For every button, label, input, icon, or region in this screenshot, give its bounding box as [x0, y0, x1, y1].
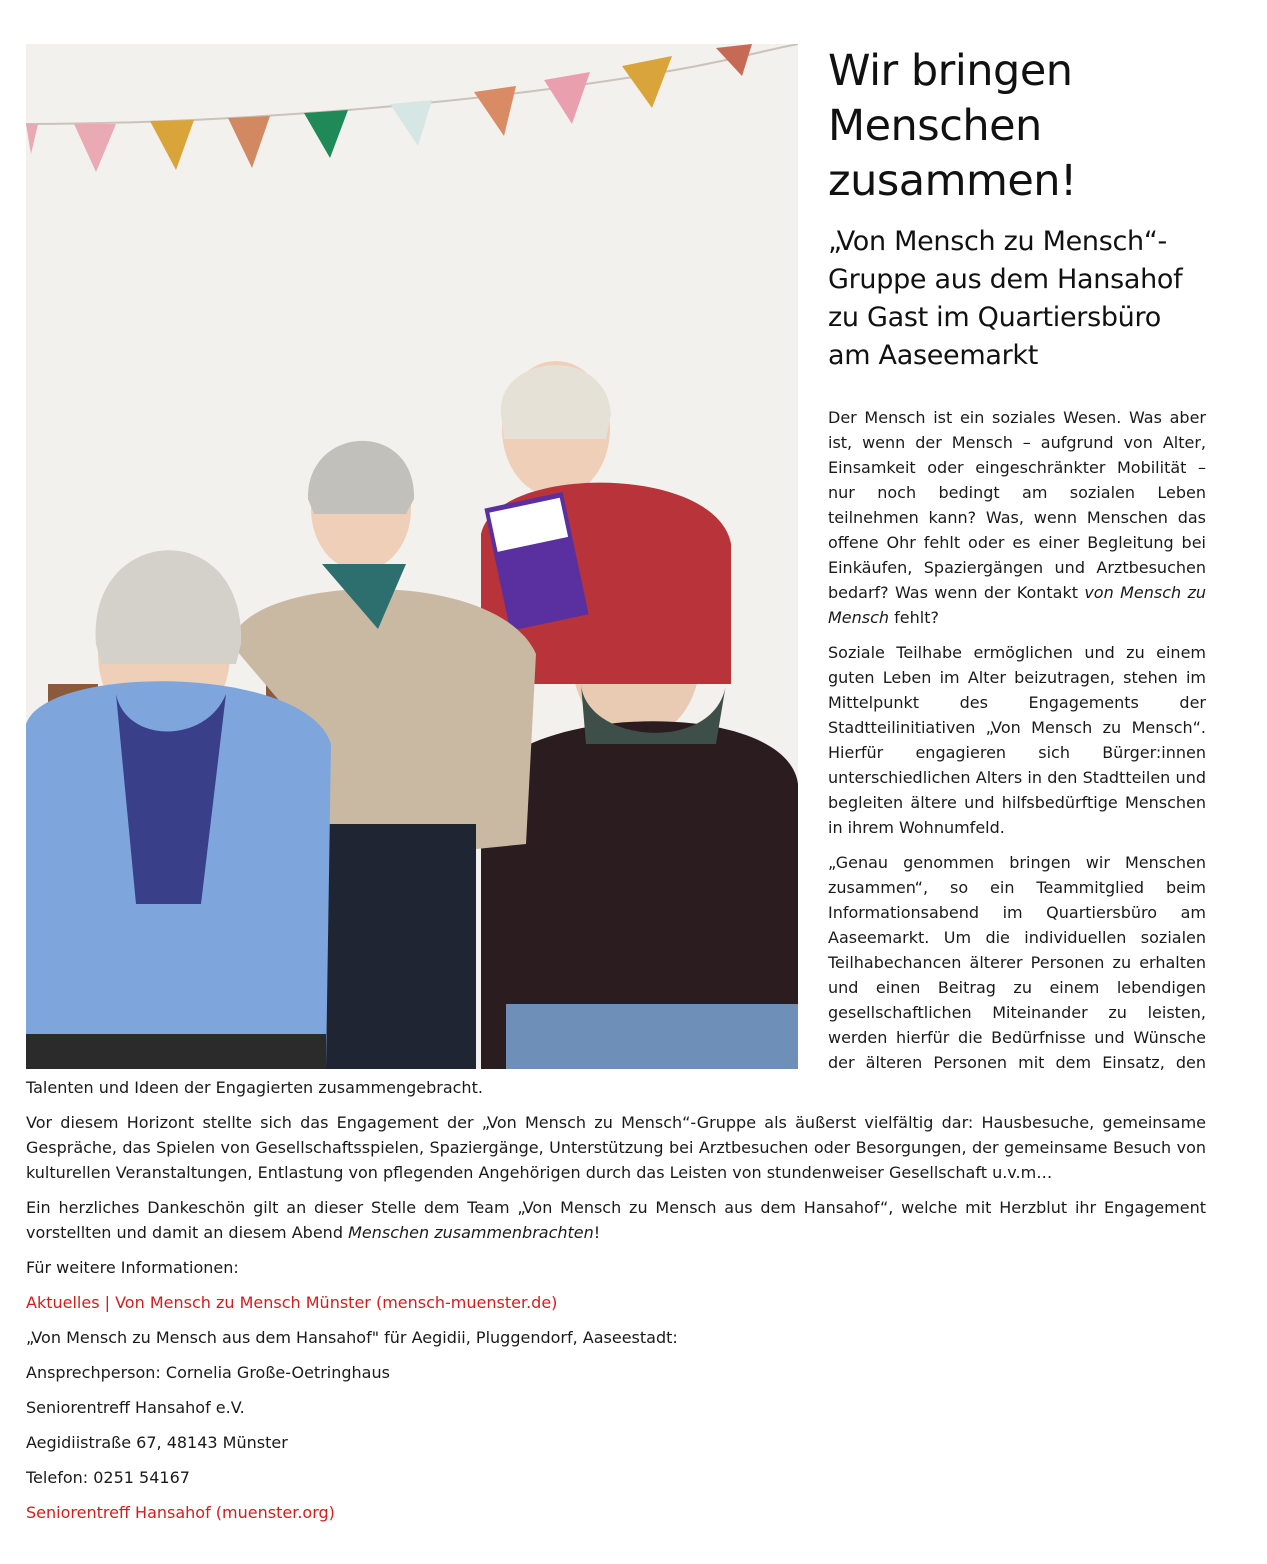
emphasis-von-mensch-zu-mensch: von Mensch zu Mensch: [828, 583, 1207, 627]
paragraph-1: Der Mensch ist ein soziales Wesen. Was aber ist, wenn der Mensch – aufgrund von Alter, Einsamkeit oder eingeschränkter Mobilität – nur noch bedingt am sozialen Leben teilnehmen kann? Was, wenn Menschen das offene Ohr fehlt oder es einer Begleitung bei Einkäufen, Spaziergängen und Arztbesuchen bedarf? Was wenn der Kontakt von Mensch zu Mensch fehlt?: [828, 408, 1207, 627]
info-label: Für weitere Informationen:: [26, 1258, 239, 1277]
link-seniorentreff-hansahof[interactable]: Seniorentreff Hansahof (muenster.org): [26, 1503, 335, 1522]
article-subtitle: „Von Mensch zu Mensch“-Gruppe aus dem Hansahof zu Gast im Quartiersbüro am Aaseemarkt: [828, 226, 1183, 371]
article: [26, 0, 1206, 1525]
contact-person: Ansprechperson: Cornelia Große-Oetringhaus: [26, 1363, 390, 1382]
group-line: „Von Mensch zu Mensch aus dem Hansahof" für Aegidii, Pluggendorf, Aaseestadt:: [26, 1328, 678, 1347]
group-photo-illustration: [26, 44, 798, 1069]
article-title: Wir bringen Menschen zusammen!: [828, 46, 1077, 206]
link-paragraph-2: [26, 1500, 1206, 1525]
organization-name: Seniorentreff Hansahof e.V.: [26, 1398, 245, 1417]
paragraph-5: Ein herzliches Dankeschön gilt an dieser Stelle dem Team „Von Mensch zu Mensch aus dem Hansahof“, welche mit Herzblut ihr Engagement vorstellten und damit an diesem Abend Menschen zusammenbrachten!: [26, 1198, 1206, 1242]
emphasis-menschen-zusammenbrachten: Menschen zusammenbrachten: [348, 1223, 594, 1242]
phone: Telefon: 0251 54167: [26, 1468, 190, 1487]
link-mensch-muenster[interactable]: Aktuelles | Von Mensch zu Mensch Münster (mensch-muenster.de): [26, 1293, 558, 1312]
paragraph-4: Vor diesem Horizont stellte sich das Engagement der „Von Mensch zu Mensch“-Gruppe als äußerst vielfältig dar: Hausbesuche, gemeinsame Gespräche, das Spielen von Gesellschaftsspielen, Spaziergänge, Unterstützung bei Arztbesuchen oder Besorgungen, der gemeinsame Besuch von kulturellen Veranstaltungen, Entlastung von pflegenden Angehörigen durch das Leisten von stundenweiser Gesellschaft u.v.m…: [26, 1113, 1206, 1182]
paragraph-3: „Genau genommen bringen wir Menschen zusammen“, so ein Teammitglied beim Informationsabend im Quartiersbüro am Aaseemarkt. Um die individuellen sozialen Teilhabechancen älterer Personen zu erhalten und einen Beitrag zu einem lebendigen gesellschaftlichen Miteinander zu leisten, werden hierfür die Bedürfnisse und Wünsche der älteren Personen mit dem Einsatz, den Talenten und Ideen der Engagierten zusammengebracht.: [26, 853, 1206, 1097]
paragraph-2: Soziale Teilhabe ermöglichen und zu einem guten Leben im Alter beizutragen, stehen im Mittelpunkt des Engagements der Stadtteilinitiativen „Von Mensch zu Mensch“. Hierfür engagieren sich Bürger:innen unterschiedlichen Alters in den Stadtteilen und begleiten ältere und hilfsbedürftige Menschen in ihrem Wohnumfeld.: [828, 643, 1206, 837]
group-photo: [26, 44, 798, 1069]
address: Aegidiistraße 67, 48143 Münster: [26, 1433, 288, 1452]
link-paragraph-1: [26, 1290, 1206, 1315]
